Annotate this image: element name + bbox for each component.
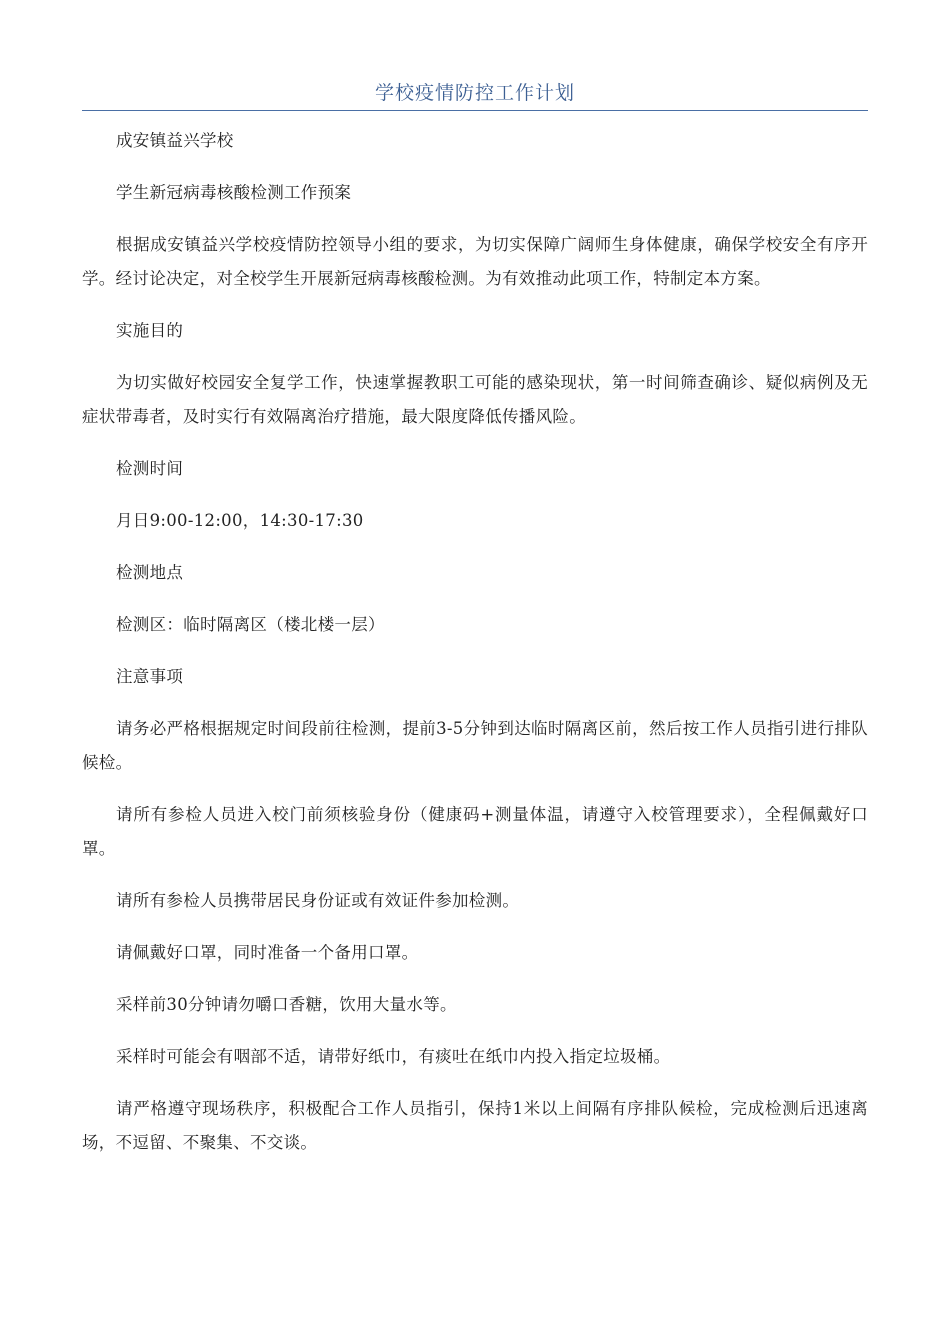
section-heading-time: 检测时间 [116,459,184,478]
section-heading-notes: 注意事项 [116,667,184,686]
purpose-paragraph: 为切实做好校园安全复学工作，快速掌握教职工可能的感染现状，第一时间筛查确诊、疑似病例及无症状带毒者，及时实行有效隔离治疗措施，最大限度降低传播风险。 [82,373,868,426]
document-title: 学校疫情防控工作计划 [374,82,575,104]
note-item: 请所有参检人员携带居民身份证或有效证件参加检测。 [116,891,520,910]
note-item: 采样时可能会有咽部不适，请带好纸巾，有痰吐在纸巾内投入指定垃圾桶。 [116,1047,671,1066]
note-item: 请务必严格根据规定时间段前往检测，提前3-5分钟到达临时隔离区前，然后按工作人员指引进行排队候检。 [82,719,868,772]
note-item: 请所有参检人员进入校门前须核验身份（健康码+测量体温，请遵守入校管理要求），全程佩戴好口罩。 [82,805,868,858]
section-heading-location: 检测地点 [116,563,184,582]
location-paragraph: 检测区：临时隔离区（楼北楼一层） [116,615,385,634]
document-body [82,124,868,1178]
page-header [82,80,868,111]
time-paragraph: 月日9:00-12:00，14:30-17:30 [116,511,364,530]
section-heading-purpose: 实施目的 [116,321,184,340]
note-item: 采样前30分钟请勿嚼口香糖，饮用大量水等。 [116,995,457,1014]
intro-paragraph: 根据成安镇益兴学校疫情防控领导小组的要求，为切实保障广阔师生身体健康，确保学校安全有序开学。经讨论决定，对全校学生开展新冠病毒核酸检测。为有效推动此项工作，特制定本方案。 [82,235,868,288]
note-item: 请佩戴好口罩，同时准备一个备用口罩。 [116,943,419,962]
note-item: 请严格遵守现场秩序，积极配合工作人员指引，保持1米以上间隔有序排队候检，完成检测后迅速离场，不逗留、不聚集、不交谈。 [82,1099,868,1152]
school-name: 成安镇益兴学校 [116,131,234,150]
plan-title: 学生新冠病毒核酸检测工作预案 [116,183,352,202]
